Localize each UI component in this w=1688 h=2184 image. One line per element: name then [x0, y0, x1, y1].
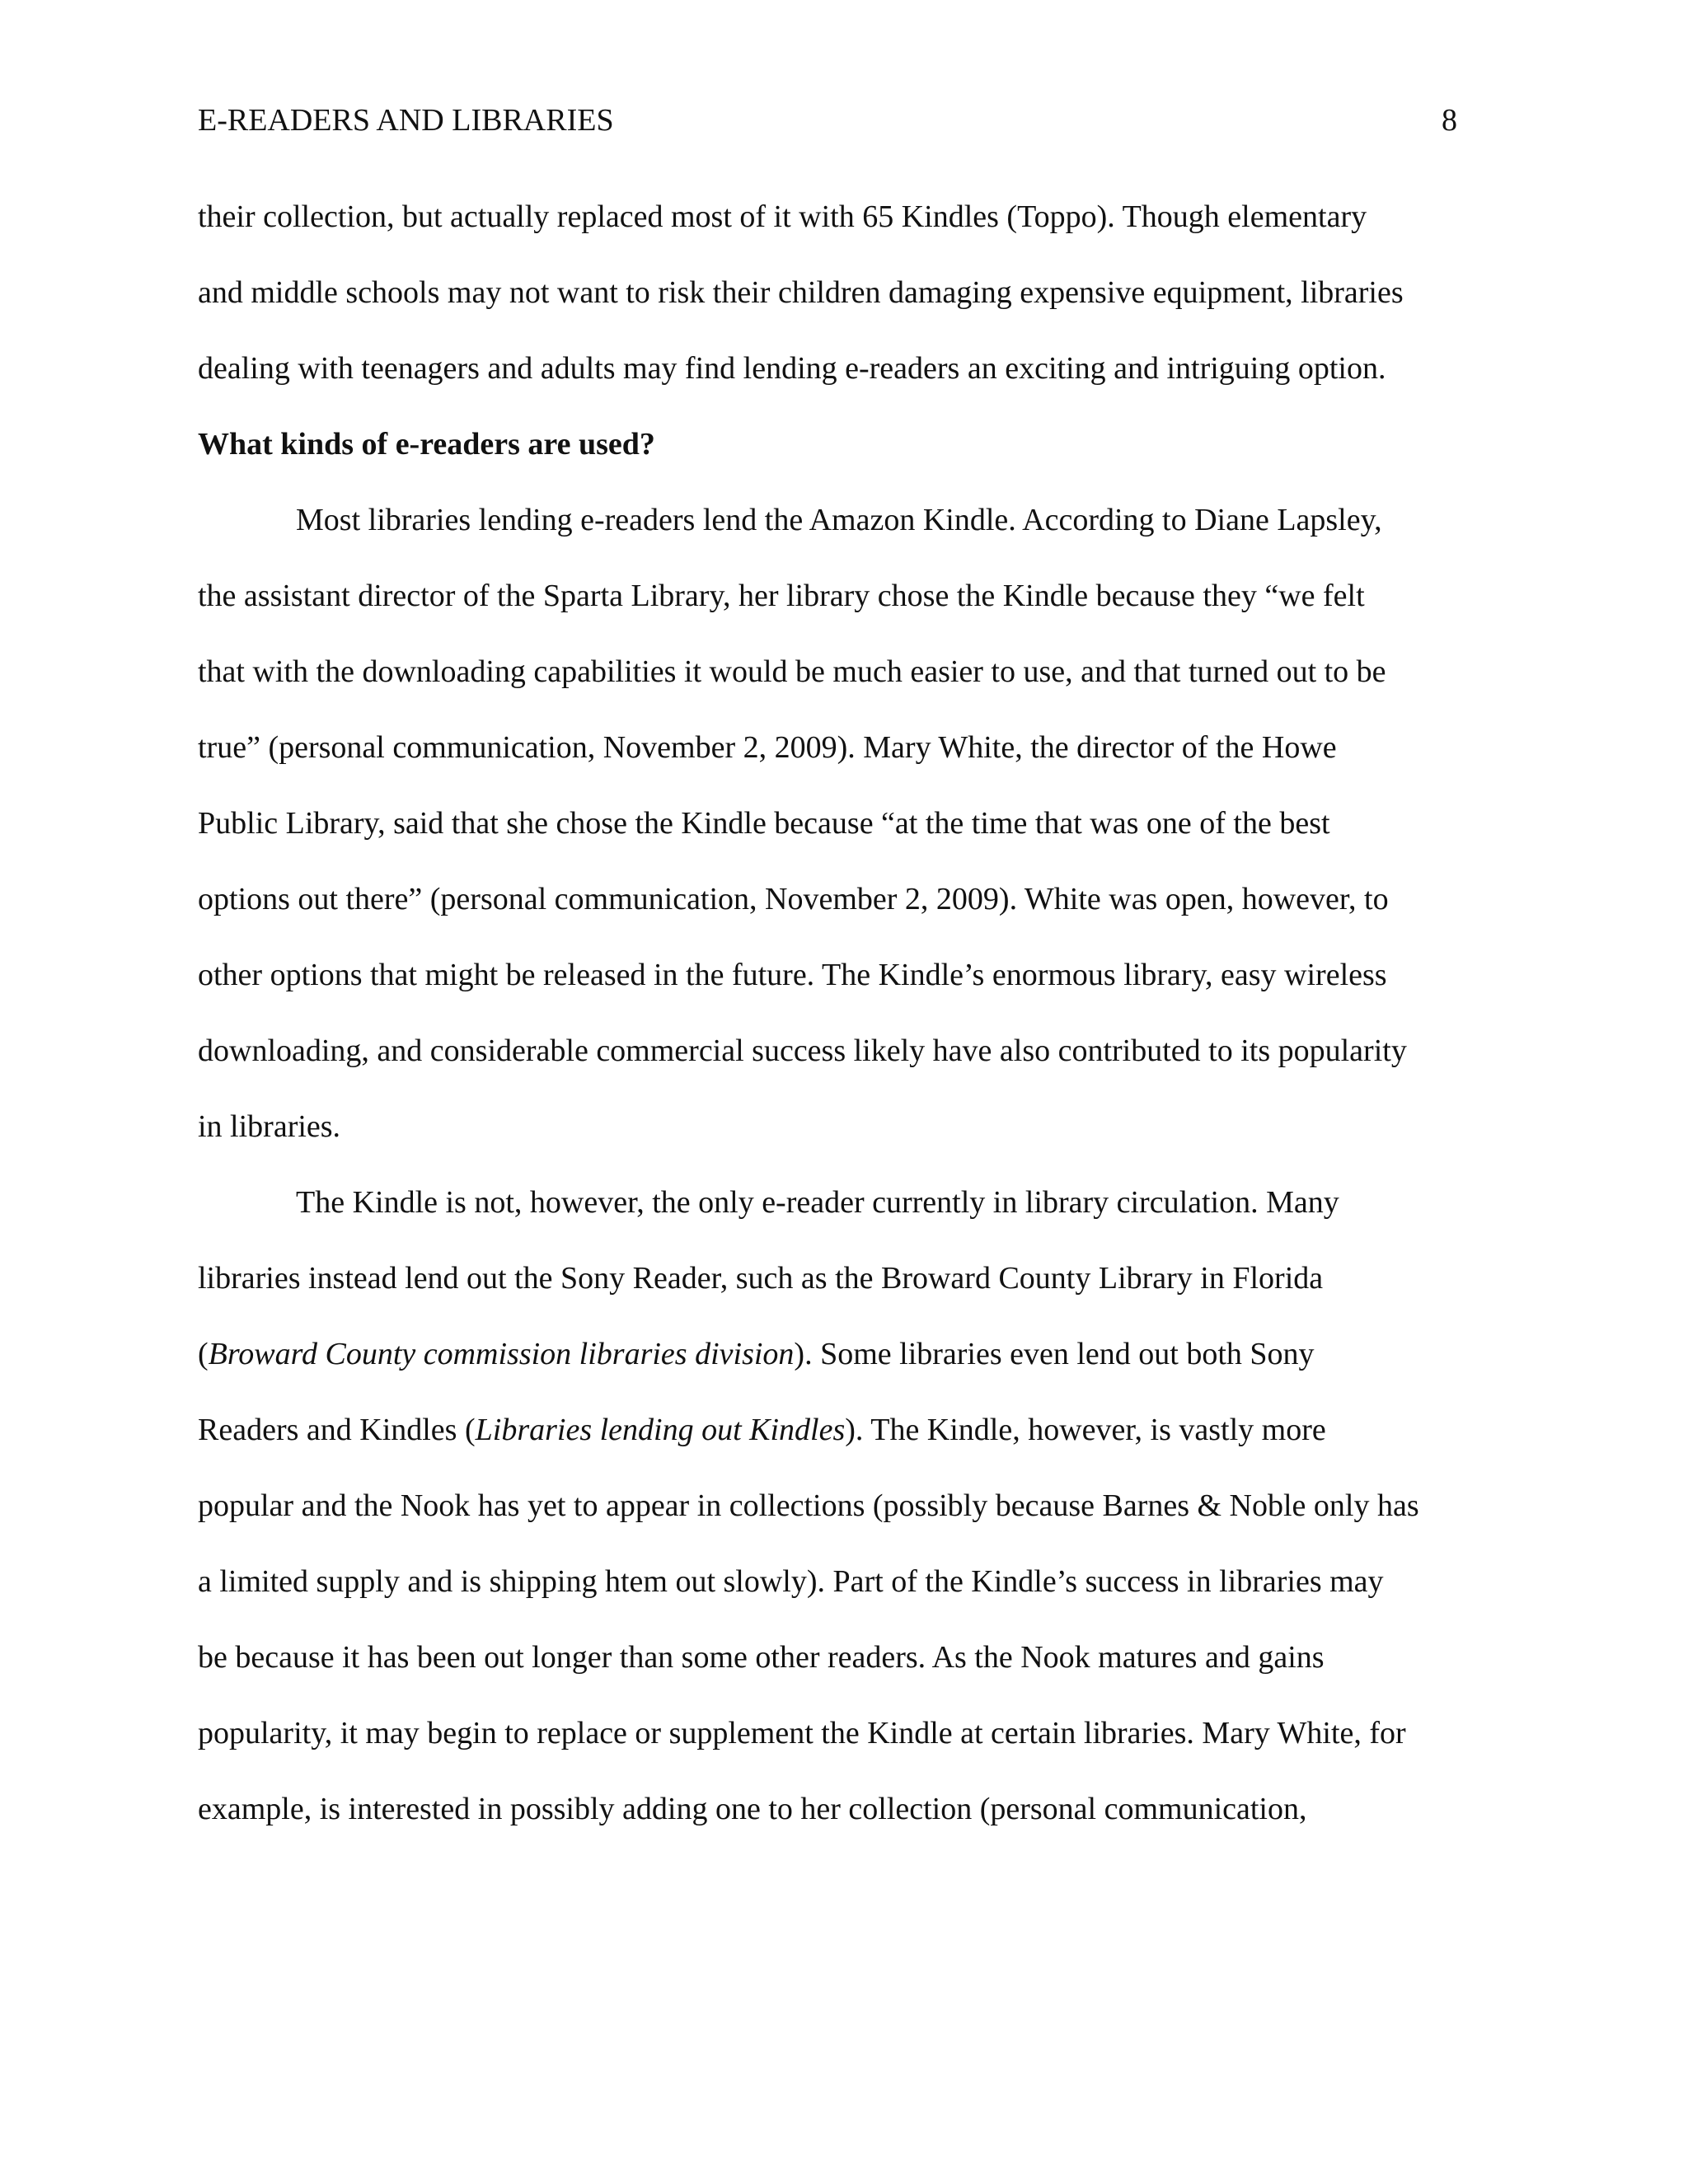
page-number: 8: [1442, 103, 1457, 138]
cited-title: Libraries lending out Kindles: [475, 1413, 846, 1447]
body-line: and middle schools may not want to risk their children damaging expensive equipment, libraries: [198, 275, 1404, 310]
section-heading: What kinds of e-readers are used?: [198, 427, 655, 462]
body-line: their collection, but actually replaced most of it with 65 Kindles (Toppo). Though elementary: [198, 199, 1367, 234]
body-line: in libraries.: [198, 1109, 341, 1144]
body-line: that with the downloading capabilities it would be much easier to use, and that turned out to be: [198, 654, 1386, 689]
body-line: example, is interested in possibly adding one to her collection (personal communication,: [198, 1792, 1307, 1826]
body-line: the assistant director of the Sparta Library, her library chose the Kindle because they “we felt: [198, 579, 1365, 613]
body-line: dealing with teenagers and adults may find lending e-readers an exciting and intriguing option.: [198, 351, 1386, 386]
body-text: Readers and Kindles (: [198, 1413, 476, 1447]
body-line: [198, 1410, 1326, 1450]
body-line: be because it has been out longer than some other readers. As the Nook matures and gains: [198, 1640, 1325, 1675]
body-text: ). The Kindle, however, is vastly more: [845, 1413, 1326, 1447]
body-line: Most libraries lending e-readers lend the Amazon Kindle. According to Diane Lapsley,: [296, 503, 1382, 537]
cited-title: Broward County commission libraries division: [208, 1337, 795, 1371]
body-line: The Kindle is not, however, the only e-reader currently in library circulation. Many: [296, 1185, 1339, 1220]
body-text: ). Some libraries even lend out both Sony: [794, 1337, 1315, 1371]
body-line: options out there” (personal communication, November 2, 2009). White was open, however, to: [198, 882, 1389, 916]
body-line: popularity, it may begin to replace or supplement the Kindle at certain libraries. Mary White, for: [198, 1716, 1406, 1750]
body-line: true” (personal communication, November 2, 2009). Mary White, the director of the Howe: [198, 730, 1337, 765]
page-header: [198, 101, 1457, 140]
body-line: [198, 1334, 1315, 1374]
body-line: Public Library, said that she chose the Kindle because “at the time that was one of the best: [198, 806, 1330, 841]
body-line: other options that might be released in the future. The Kindle’s enormous library, easy wireless: [198, 958, 1387, 992]
body-line: libraries instead lend out the Sony Reader, such as the Broward County Library in Florida: [198, 1261, 1324, 1296]
body-line: a limited supply and is shipping htem out slowly). Part of the Kindle’s success in libraries may: [198, 1564, 1384, 1599]
body-line: downloading, and considerable commercial success likely have also contributed to its popularity: [198, 1033, 1407, 1068]
body-line: popular and the Nook has yet to appear in collections (possibly because Barnes & Noble only has: [198, 1488, 1419, 1523]
running-head: E-READERS AND LIBRARIES: [198, 103, 614, 138]
paren-open: (: [198, 1337, 209, 1371]
